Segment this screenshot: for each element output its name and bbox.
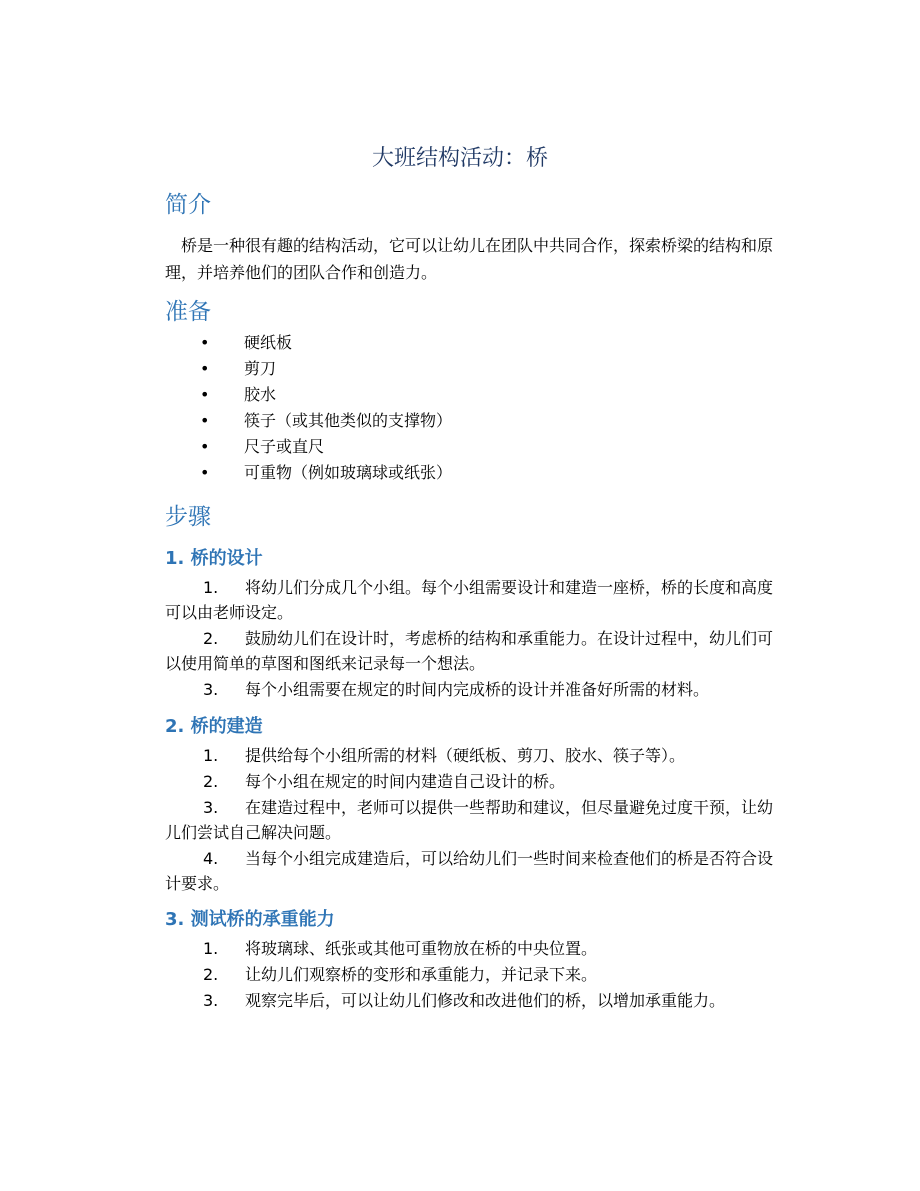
step-number: 2. xyxy=(203,965,219,984)
step-number: 4. xyxy=(203,849,219,868)
document-title: 大班结构活动：桥 xyxy=(371,146,548,171)
step-text: 每个小组需要在规定的时间内完成桥的设计并准备好所需的材料。 xyxy=(245,680,710,699)
step-number: 1. xyxy=(203,578,219,597)
list-item-text: 筷子（或其他类似的支撑物） xyxy=(244,411,453,430)
step-item xyxy=(165,846,787,896)
bullet-icon: • xyxy=(200,333,210,352)
step-item xyxy=(165,626,787,676)
step-item xyxy=(165,743,787,768)
prep-heading: 准备 xyxy=(165,299,211,325)
step-number: 1. xyxy=(203,746,219,765)
step-text: 提供给每个小组所需的材料（硬纸板、剪刀、胶水、筷子等）。 xyxy=(245,746,686,765)
list-item-text: 剪刀 xyxy=(244,359,277,378)
step-item xyxy=(165,936,787,961)
step-text: 鼓励幼儿们在设计时，考虑桥的结构和承重能力。在设计过程中，幼儿们可以使用简单的草图和图纸来记录每一个想法。 xyxy=(165,629,774,673)
step-item xyxy=(165,962,787,987)
list-item-text: 硬纸板 xyxy=(244,333,293,352)
step-item xyxy=(165,988,787,1013)
test-steps-list xyxy=(165,936,787,1014)
section-heading-test: 3. 测试桥的承重能力 xyxy=(165,909,335,930)
step-number: 1. xyxy=(203,939,219,958)
list-item-text: 尺子或直尺 xyxy=(244,437,325,456)
intro-paragraph: 桥是一种很有趣的结构活动，它可以让幼儿在团队中共同合作，探索桥梁的结构和原理，并培养他们的团队合作和创造力。 xyxy=(165,236,774,282)
step-number: 2. xyxy=(203,772,219,791)
step-number: 2. xyxy=(203,629,219,648)
step-item xyxy=(165,575,787,625)
step-text: 让幼儿们观察桥的变形和承重能力，并记录下来。 xyxy=(245,965,598,984)
bullet-icon: • xyxy=(200,411,210,430)
step-text: 将幼儿们分成几个小组。每个小组需要设计和建造一座桥，桥的长度和高度可以由老师设定。 xyxy=(165,578,774,622)
step-number: 3. xyxy=(203,991,219,1010)
list-item-text: 胶水 xyxy=(244,385,277,404)
step-item xyxy=(165,677,787,702)
step-text: 观察完毕后，可以让幼儿们修改和改进他们的桥，以增加承重能力。 xyxy=(245,991,726,1010)
step-text: 将玻璃球、纸张或其他可重物放在桥的中央位置。 xyxy=(245,939,598,958)
step-item xyxy=(165,769,787,794)
intro-heading: 简介 xyxy=(165,192,211,218)
step-text: 当每个小组完成建造后，可以给幼儿们一些时间来检查他们的桥是否符合设计要求。 xyxy=(165,849,774,893)
step-text: 在建造过程中，老师可以提供一些帮助和建议，但尽量避免过度干预，让幼儿们尝试自己解决问题。 xyxy=(165,798,774,842)
design-steps-list xyxy=(165,575,787,703)
bullet-icon: • xyxy=(200,359,210,378)
section-heading-build: 2. 桥的建造 xyxy=(165,716,263,737)
bullet-icon: • xyxy=(200,437,210,456)
step-item xyxy=(165,795,787,845)
list-item-text: 可重物（例如玻璃球或纸张） xyxy=(244,463,453,482)
step-text: 每个小组在规定的时间内建造自己设计的桥。 xyxy=(245,772,566,791)
section-heading-design: 1. 桥的设计 xyxy=(165,548,263,569)
step-number: 3. xyxy=(203,798,219,817)
build-steps-list xyxy=(165,743,787,897)
steps-heading: 步骤 xyxy=(165,504,211,530)
step-number: 3. xyxy=(203,680,219,699)
bullet-icon: • xyxy=(200,463,210,482)
bullet-icon: • xyxy=(200,385,210,404)
